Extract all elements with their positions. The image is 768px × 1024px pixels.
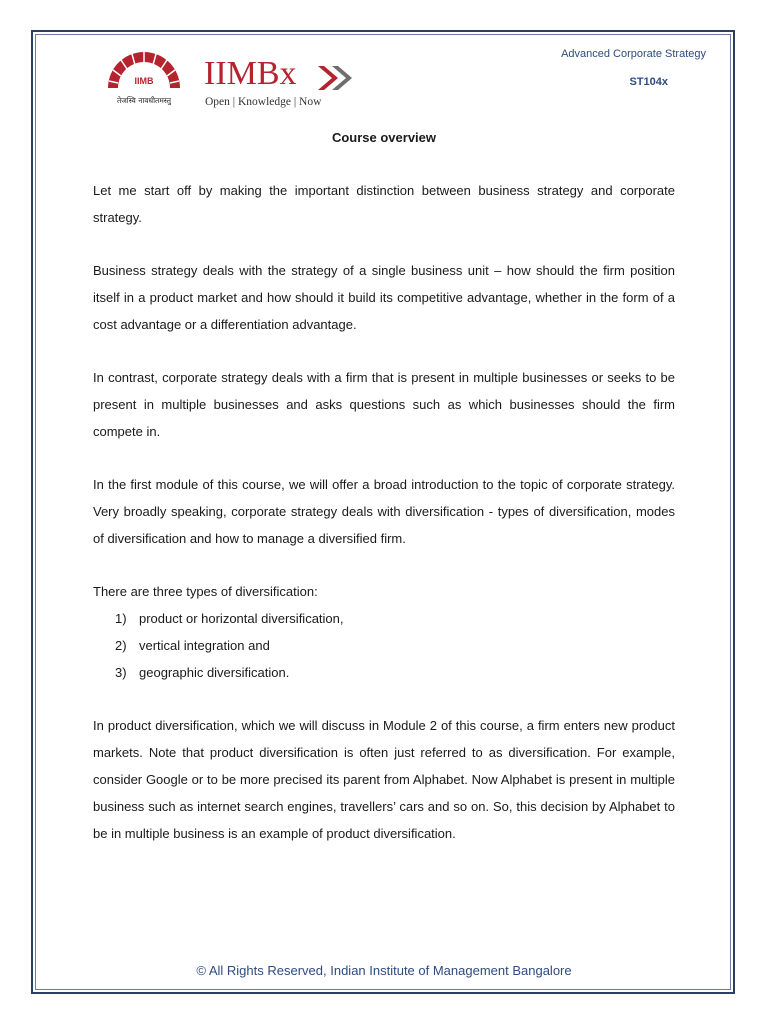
document-body: [93, 177, 675, 873]
iimb-logo-motto: तेजस्वि नावधीतमस्तु: [116, 96, 172, 105]
list-text: geographic diversification.: [139, 665, 290, 680]
diversification-types-list: [93, 605, 675, 686]
paragraph: In product diversification, which we will discuss in Module 2 of this course, a firm enters new product markets. Note that product diversification is often just referred to as diversification. For example, consider Google or to be more precised its parent from Alphabet. Now Alphabet is present in multiple business such as internet search engines, travellers’ cars and so on. So, this decision by Alphabet to be in multiple business is an example of product diversification.: [93, 718, 675, 841]
paragraph: Business strategy deals with the strategy of a single business unit – how should the firm position itself in a product market and how should it build its competitive advantage, whether in the form of a cost advantage or a differentiation advantage.: [93, 263, 675, 332]
footer-copyright: © All Rights Reserved, Indian Institute of Management Bangalore: [196, 963, 572, 978]
course-title: Advanced Corporate Strategy: [561, 48, 706, 60]
iimb-logo: [104, 50, 184, 110]
list-text: product or horizontal diversification,: [139, 611, 344, 626]
list-item: [93, 632, 675, 659]
header-course-info: [561, 48, 706, 88]
x-mark-icon: [318, 66, 352, 90]
list-item: [93, 659, 675, 686]
list-intro: There are three types of diversification:: [93, 584, 318, 599]
document-title: Course overview: [331, 130, 437, 145]
list-number: 3): [115, 665, 127, 680]
paragraph: In contrast, corporate strategy deals with a firm that is present in multiple businesses or seeks to be present in multiple businesses and asks questions such as which businesses should the firm compete in.: [93, 370, 675, 439]
list-text: vertical integration and: [139, 638, 270, 653]
list-number: 2): [115, 638, 127, 653]
iimbx-logo: [204, 56, 354, 110]
iimbx-logo-text: IIMBx: [204, 56, 297, 92]
paragraph: Let me start off by making the important distinction between business strategy and corporate strategy.: [93, 183, 675, 225]
iimbx-logo-tagline: Open | Knowledge | Now: [205, 96, 322, 108]
course-code: ST104x: [629, 76, 668, 88]
list-number: 1): [115, 611, 127, 626]
paragraph: In the first module of this course, we will offer a broad introduction to the topic of corporate strategy. Very broadly speaking, corporate strategy deals with diversification - types of diversification, modes of diversification and how to manage a diversified firm.: [93, 477, 675, 546]
list-item: [93, 605, 675, 632]
iimb-logo-text: IIMB: [134, 76, 154, 86]
